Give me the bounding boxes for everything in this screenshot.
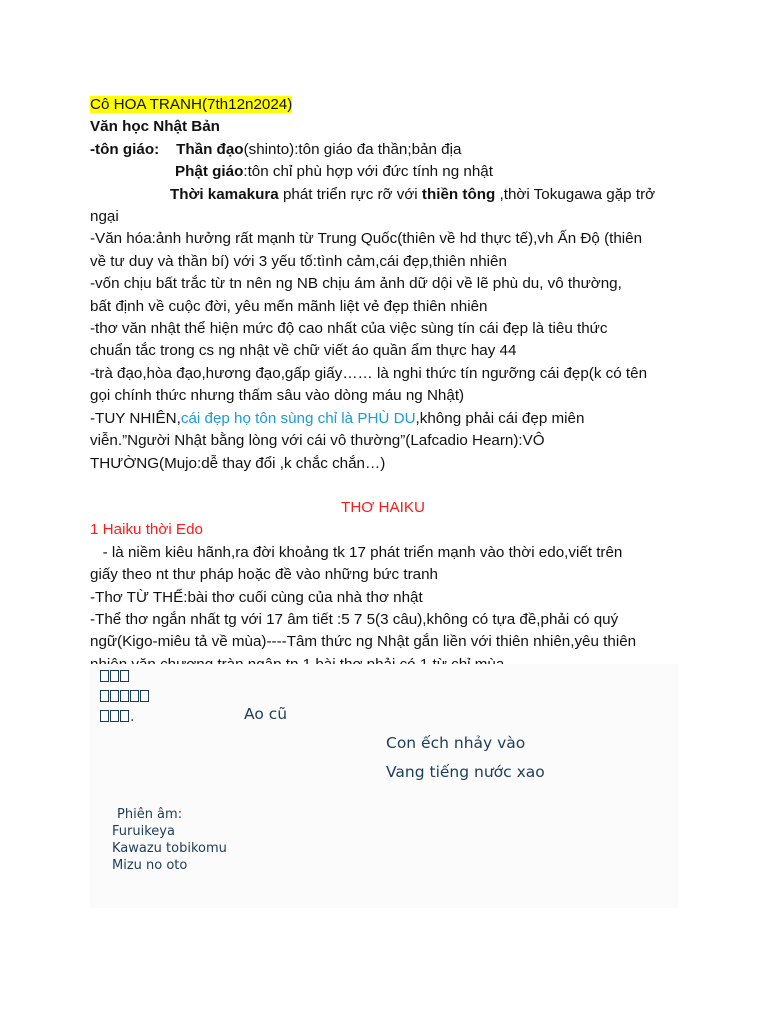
viet-line-3: Vang tiếng nước xao [386,763,545,781]
poetry-line-2: chuẩn tắc trong cs ng nhật về chữ viết áo quần ẩm thực hay 44 [90,342,517,360]
arts-line-1: -trà đạo,hòa đạo,hương đạo,gấp giấy…… là nghi thức tín ngưỡng cái đẹp(k có tên [90,364,648,382]
culture-line-2: về tư duy và thần bí) với 3 yếu tố:tình cảm,cái đẹp,thiên nhiên [90,252,507,270]
unstable-line-1: -vốn chịu bất trắc từ tn nên ng NB chịu ám ảnh dữ dội về lẽ phù du, vô thường, [90,275,622,293]
culture-line-1: -Văn hóa:ảnh hưởng rất mạnh từ Trung Quốc(thiên về hd thực tế),vh Ấn Độ (thiên [90,230,643,248]
missing-glyph-icon [140,690,149,702]
missing-glyph-icon [100,710,109,722]
jp-line-1 [100,668,130,686]
doc-title: Cô HOA TRANH(7th12n2024) [90,96,293,113]
however-highlight: cái đẹp họ tôn sùng chỉ là PHÙ DU [180,409,416,427]
religion-shinto-line: -tôn giáo: Thần đạo(shinto):tôn giáo đa thần;bản địa [90,140,462,158]
missing-glyph-icon [110,670,119,682]
phien-am-line-3: Mizu no oto [112,858,188,873]
haiku-poem-box [90,664,678,908]
haiku-heading: THƠ HAIKU [341,498,425,516]
buddhism-term: Phật giáo [175,163,244,181]
haiku-tu-the: -Thơ TỪ THẾ:bài thơ cuối cùng của nhà thơ nhật [90,588,423,606]
arts-line-2: gọi chính thức nhưng thấm sâu vào dòng máu ng Nhật) [90,387,465,405]
missing-glyph-icon [120,710,129,722]
missing-glyph-icon [120,670,129,682]
haiku-intro-2: giấy theo nt thư pháp hoặc đề vào những bức tranh [90,566,438,584]
haiku-short-1: -Thể thơ ngắn nhất tg với 17 âm tiết :5 7 5(3 câu),không có tựa đề,phải có quý [90,610,619,628]
however-line-1: -TUY NHIÊN,cái đẹp họ tôn sùng chỉ là PHÙ DU,không phải cái đẹp miên [90,409,585,427]
shinto-term: Thần đạo [176,140,244,158]
phien-am-label: Phiên âm: [117,807,183,822]
jp-line-3: . [100,708,135,726]
viet-line-2: Con ếch nhảy vào [386,734,526,752]
doc-subtitle: Văn học Nhật Bản [90,118,220,136]
however-line-3: THƯỜNG(Mujo:dễ thay đổi ,k chắc chắn…) [90,454,386,472]
haiku-short-2: ngữ(Kigo-miêu tả về mùa)----Tâm thức ng Nhật gắn liền với thiên nhiên,yêu thiên [90,633,637,651]
jp-line-2 [100,688,150,706]
haiku-intro-1: - là niềm kiêu hãnh,ra đời khoảng tk 17 phát triển mạnh vào thời edo,viết trên [90,543,623,561]
however-line-2: viễn.”Người Nhật bằng lòng với cái vô thường”(Lafcadio Hearn):VÔ [90,432,545,450]
religion-kamakura-cont: ngại [90,208,119,226]
document-body [90,94,690,676]
phien-am-line-1: Furuikeya [112,824,175,839]
missing-glyph-icon [110,690,119,702]
haiku-section-title: 1 Haiku thời Edo [90,521,203,539]
missing-glyph-icon [110,710,119,722]
poetry-line-1: -thơ văn nhật thể hiện mức độ cao nhất của việc sùng tín cái đẹp là tiêu thức [90,320,608,338]
missing-glyph-icon [100,690,109,702]
religion-buddhism-line: Phật giáo:tôn chỉ phù hợp với đức tính ng nhật [175,163,493,181]
phien-am-block [112,806,227,874]
missing-glyph-icon [100,670,109,682]
unstable-line-2: bất định về cuộc đời, yêu mến mãnh liệt vẻ đẹp thiên nhiên [90,297,488,315]
missing-glyph-icon [120,690,129,702]
religion-kamakura-line: Thời kamakura phát triển rực rỡ với thiền tông ,thời Tokugawa gặp trở [170,185,656,203]
missing-glyph-icon [130,690,139,702]
viet-line-1: Ao cũ [244,705,288,723]
phien-am-line-2: Kawazu tobikomu [112,841,227,856]
